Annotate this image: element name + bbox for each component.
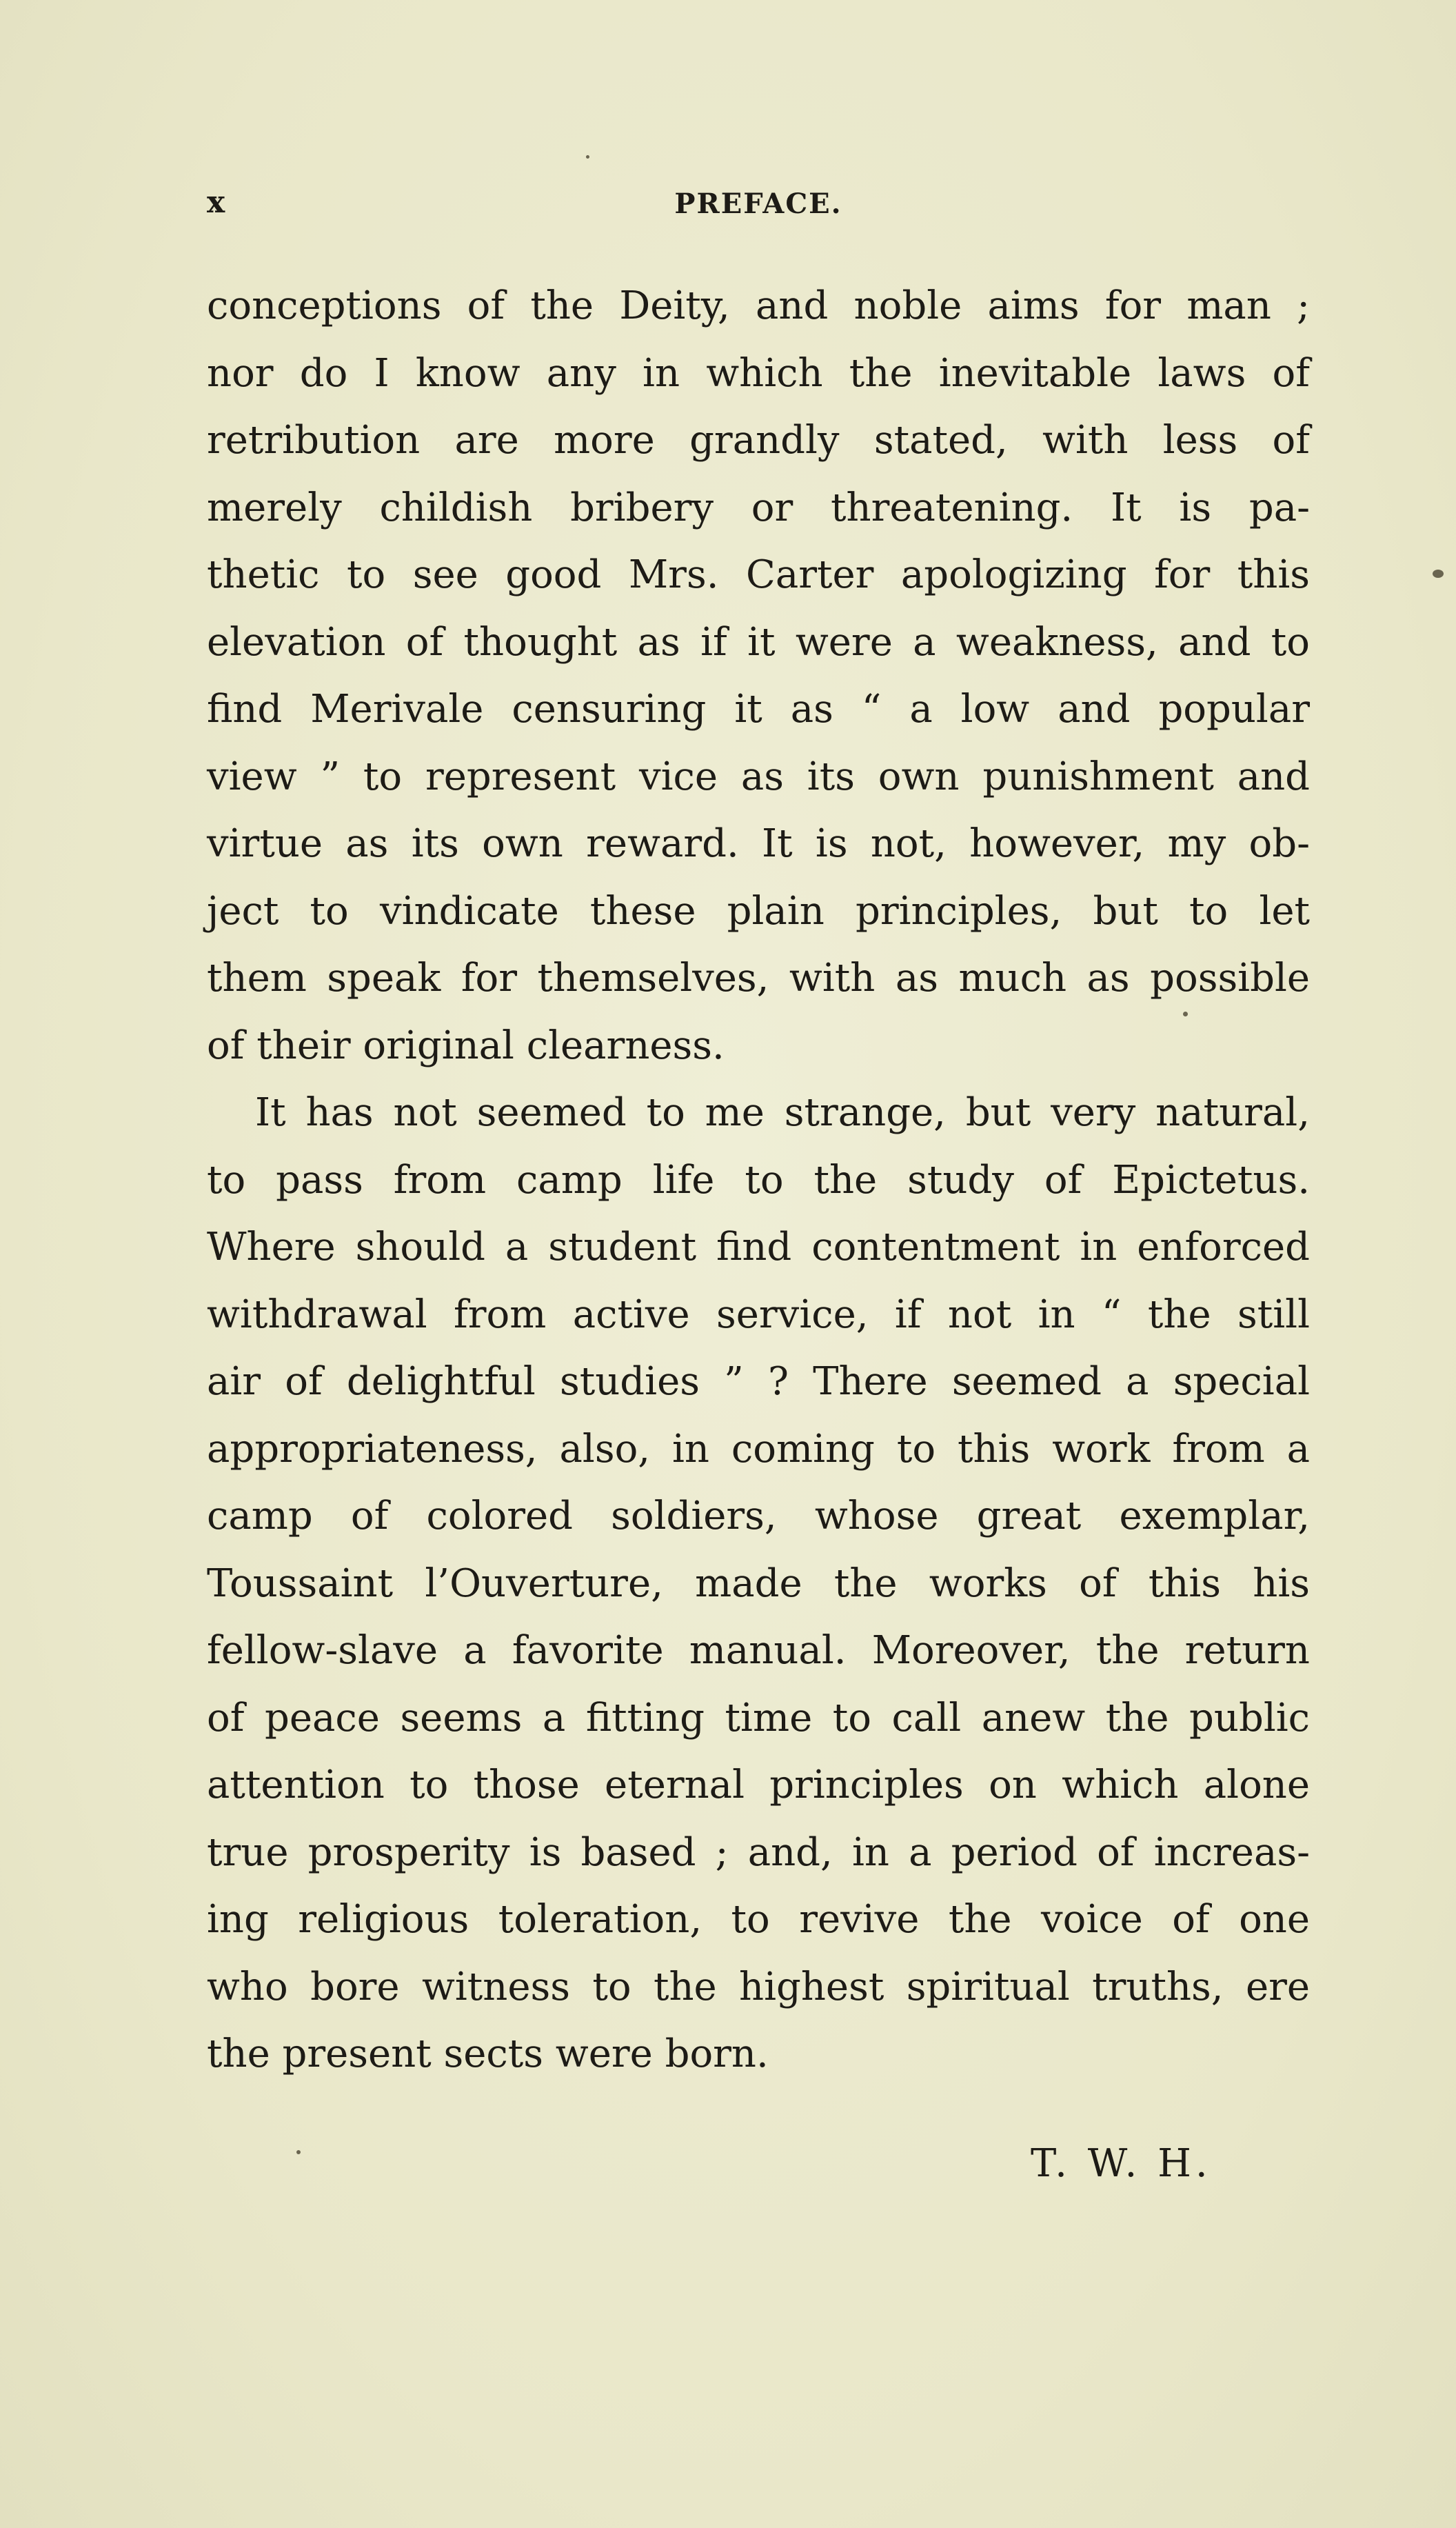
text-line: conceptions of the Deity, and noble aims for man ; — [207, 283, 1310, 328]
text-line: ject to vindicate these plain principles, but to let — [207, 888, 1310, 934]
paragraph-start-line: It has not seemed to me strange, but very natural, — [255, 1090, 1310, 1135]
paper-speck — [296, 2150, 301, 2154]
text-line: camp of colored soldiers, whose great exemplar, — [207, 1494, 1310, 1538]
text-line: fellow-slave a favorite manual. Moreover, the return — [207, 1628, 1310, 1673]
text-line: of peace seems a fitting time to call anew the public — [207, 1695, 1310, 1740]
text-line: nor do I know any in which the inevitable laws of — [207, 350, 1310, 396]
text-line: of their original clearness. — [207, 1023, 725, 1068]
text-line: Toussaint l’Ouverture, made the works of this his — [207, 1561, 1310, 1606]
signature: T. W. H. — [1031, 2141, 1212, 2186]
paper-speck — [586, 155, 589, 159]
text-line: appropriateness, also, in coming to this work from a — [207, 1426, 1310, 1472]
text-line: thetic to see good Mrs. Carter apologizing for this — [207, 552, 1310, 597]
body-text — [207, 272, 1310, 2088]
text-line: Where should a student find contentment in enforced — [207, 1225, 1310, 1270]
text-line: the present sects were born. — [207, 2032, 769, 2076]
text-line: attention to those eternal principles on which alone — [207, 1763, 1310, 1807]
text-line: air of delightful studies ” ? There seemed a special — [207, 1359, 1310, 1404]
text-line: ing religious toleration, to revive the voice of one — [207, 1897, 1310, 1942]
text-line: who bore witness to the highest spiritual truths, ere — [207, 1964, 1310, 2009]
running-head: PREFACE. — [674, 188, 842, 220]
text-line: to pass from camp life to the study of Epictetus. — [207, 1157, 1310, 1203]
text-line: merely childish bribery or threatening. It is pa- — [207, 485, 1310, 530]
text-line: find Merivale censuring it as “ a low and popular — [207, 687, 1310, 732]
text-line: view ” to represent vice as its own punishment and — [207, 754, 1310, 799]
page-number: x — [207, 185, 226, 220]
paper-speck — [1433, 570, 1444, 578]
text-line: elevation of thought as if it were a weakness, and to — [207, 619, 1310, 665]
paper-speck — [1183, 1012, 1188, 1016]
text-line: true prosperity is based ; and, in a period of increas- — [207, 1829, 1310, 1875]
text-line: virtue as its own reward. It is not, however, my ob- — [207, 821, 1310, 866]
text-line: them speak for themselves, with as much as possible — [207, 956, 1310, 1001]
page-header — [207, 185, 1310, 226]
text-line: withdrawal from active service, if not in “ the still — [207, 1292, 1310, 1337]
text-line: retribution are more grandly stated, with less of — [207, 418, 1310, 463]
